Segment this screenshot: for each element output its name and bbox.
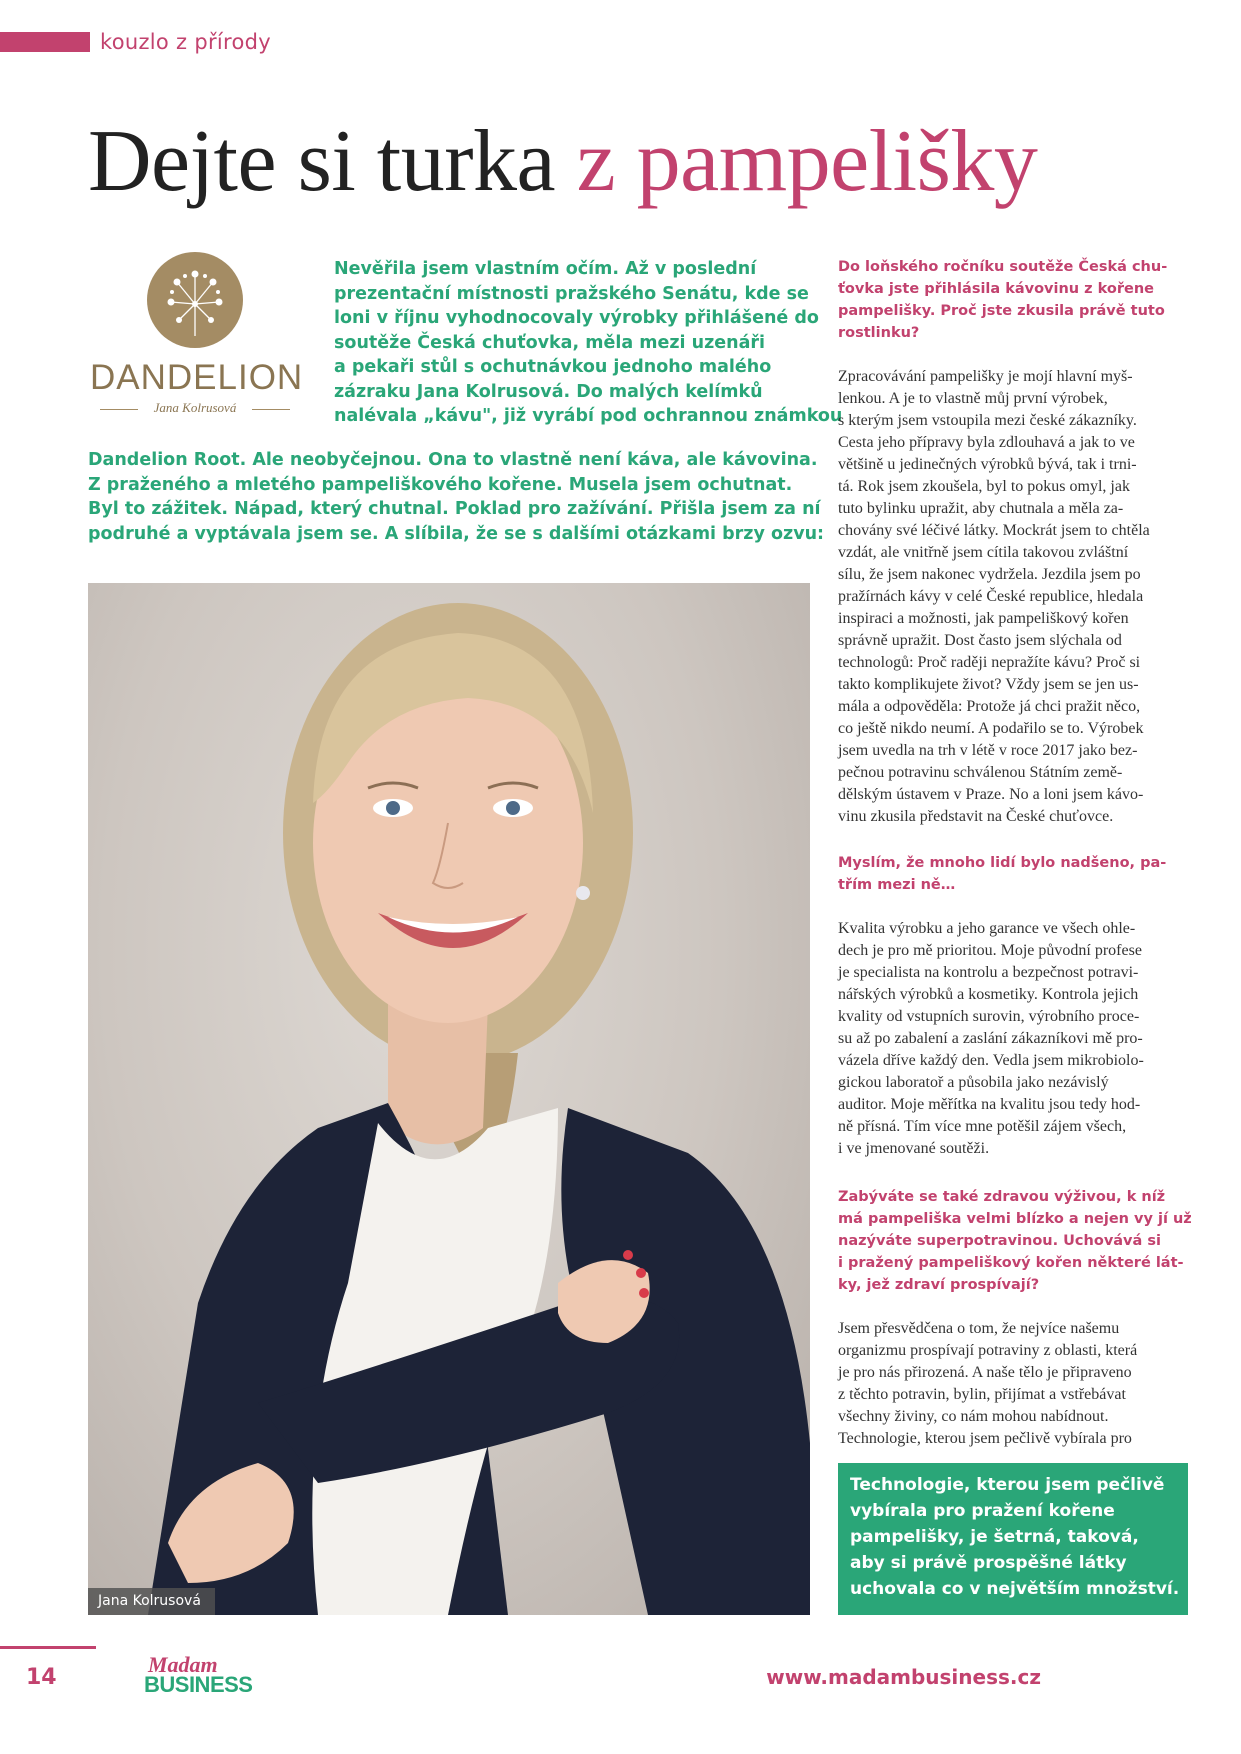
lead-line: loni v říjnu vyhodnocovaly výrobky přihlášené do bbox=[334, 308, 819, 328]
answer-line: sílu, že jsem nakonec vydržela. Jezdila jsem po bbox=[838, 566, 1141, 583]
lead-line: podruhé a vyptávala jsem se. A slíbila, že se s dalšími otázkami brzy ozvu: bbox=[88, 523, 825, 544]
question-line: nazýváte superpotravinou. Uchovává si bbox=[838, 1233, 1161, 1249]
answer-line: Cesta jeho přípravy byla zdlouhavá a jak to ve bbox=[838, 434, 1135, 451]
pull-quote-line: pampelišky, je šetrná, taková, bbox=[850, 1527, 1139, 1547]
interview-question-3 bbox=[838, 1186, 1192, 1296]
interview-question-2 bbox=[838, 852, 1166, 896]
logo-rule-right bbox=[252, 409, 290, 410]
question-line: Do loňského ročníku soutěže Česká chu- bbox=[838, 259, 1168, 275]
answer-line: Technologie, kterou jsem pečlivě vybírala pro bbox=[838, 1430, 1132, 1447]
answer-line: je specialista na kontrolu a bezpečnost potravi- bbox=[838, 964, 1139, 981]
answer-line: Kvalita výrobku a jeho garance ve všech ohle- bbox=[838, 920, 1136, 937]
answer-line: nářských výrobků a kosmetiky. Kontrola jejich bbox=[838, 986, 1139, 1003]
answer-line: dělským ústavem v Praze. No a loni jsem kávo- bbox=[838, 786, 1144, 803]
pull-quote-line: uchovala co v největším množství. bbox=[850, 1579, 1180, 1599]
answer-line: takto komplikujete život? Vždy jsem se jen us- bbox=[838, 676, 1139, 693]
answer-line: i ve jmenované soutěži. bbox=[838, 1140, 990, 1157]
lead-line: zázraku Jana Kolrusová. Do malých kelímků bbox=[334, 381, 763, 402]
question-line: pampelišky. Proč jste zkusila právě tuto bbox=[838, 303, 1165, 319]
question-line: Myslím, že mnoho lidí bylo nadšeno, pa- bbox=[838, 855, 1167, 871]
answer-line: vzdát, ale vnitřně jsem cítila takovou zvláštní bbox=[838, 544, 1129, 561]
lead-line: Dandelion Root. Ale neobyčejnou. Ona to vlastně není káva, ale kávovina. bbox=[88, 450, 818, 470]
answer-line: chovány své léčivé látky. Mockrát jsem to chtěla bbox=[838, 522, 1150, 539]
photo-caption: Jana Kolrusová bbox=[88, 1588, 215, 1615]
page-number: 14 bbox=[26, 1665, 57, 1690]
logo-business-text: BUSINESS bbox=[144, 1672, 253, 1697]
portrait-photo bbox=[88, 583, 810, 1615]
answer-line: dech je pro mě prioritou. Moje původní profese bbox=[838, 942, 1142, 959]
madam-business-logo bbox=[140, 1652, 272, 1710]
answer-line: co ještě nikdo neumí. A podařilo se to. Výrobek bbox=[838, 720, 1144, 737]
interview-answer-2 bbox=[838, 918, 1144, 1160]
logo-script-text: Madam bbox=[148, 1652, 218, 1677]
answer-line: auditor. Moje měřítka na kvalitu jsou tedy hod- bbox=[838, 1096, 1141, 1113]
answer-line: vinu zkusila představit na České chuťovce. bbox=[838, 808, 1114, 825]
question-line: má pampeliška velmi blízko a nejen vy jí už bbox=[838, 1211, 1192, 1227]
question-line: i pražený pampeliškový kořen některé lát- bbox=[838, 1255, 1184, 1271]
answer-line: všechny živiny, co nám mohou nabídnout. bbox=[838, 1408, 1109, 1425]
answer-line: lenkou. A je to vlastně můj první výrobek, bbox=[838, 390, 1108, 407]
answer-line: su až po zabalení a zaslání zákazníkovi mě pro- bbox=[838, 1030, 1143, 1047]
footer-rule bbox=[0, 1646, 96, 1649]
pull-quote-line: Technologie, kterou jsem pečlivě bbox=[850, 1475, 1165, 1495]
lead-line: Nevěřila jsem vlastním očím. Až v poslední bbox=[334, 259, 757, 279]
pull-quote-line: vybírala pro pražení kořene bbox=[850, 1501, 1115, 1521]
headline-part-1: Dejte si turka bbox=[88, 113, 577, 210]
dandelion-emblem-icon bbox=[147, 252, 243, 348]
answer-line: kvality od vstupních surovin, výrobního proce- bbox=[838, 1008, 1140, 1025]
answer-line: Jsem přesvědčena o tom, že nejvíce našemu bbox=[838, 1320, 1120, 1337]
answer-line: pečnou potravinu schválenou Státním země- bbox=[838, 764, 1123, 781]
pull-quote bbox=[838, 1463, 1188, 1615]
question-line: třím mezi ně… bbox=[838, 877, 956, 893]
question-line: Zabýváte se také zdravou výživou, k níž bbox=[838, 1189, 1166, 1205]
answer-line: tuto bylinku upražit, aby chutnala a měla za- bbox=[838, 500, 1124, 517]
headline-part-2: z pampelišky bbox=[576, 113, 1038, 210]
dandelion-logo bbox=[90, 252, 304, 420]
portrait-illustration bbox=[88, 583, 810, 1615]
question-line: rostlinku? bbox=[838, 325, 920, 341]
answer-line: pražírnách kávy v celé České republice, hledala bbox=[838, 588, 1144, 605]
interview-answer-3 bbox=[838, 1318, 1137, 1450]
answer-line: jsem uvedla na trh v létě v roce 2017 jako bez- bbox=[838, 742, 1138, 759]
logo-signature: Jana Kolrusová bbox=[153, 400, 237, 415]
answer-line: Zpracovávání pampelišky je mojí hlavní myš- bbox=[838, 368, 1133, 385]
section-color-bar bbox=[0, 32, 90, 52]
logo-wordmark: DANDELION bbox=[90, 358, 304, 397]
answer-line: správně upražit. Dost často jsem slýchala od bbox=[838, 632, 1122, 649]
answer-line: vázela dříve každý den. Vedla jsem mikrobiolo- bbox=[838, 1052, 1144, 1069]
interview-question-1 bbox=[838, 256, 1167, 344]
article-headline bbox=[88, 113, 1038, 210]
answer-line: gickou laboratoř a působila jako nezávislý bbox=[838, 1074, 1109, 1091]
answer-line: organizmu prospívají potraviny z oblasti, která bbox=[838, 1342, 1138, 1359]
lead-paragraph-bottom bbox=[88, 448, 824, 546]
answer-line: většině u jedinečných výrobků bývá, tak i trni- bbox=[838, 456, 1137, 473]
lead-line: nalévala „kávu", již vyrábí pod ochrannou známkou bbox=[334, 406, 843, 426]
section-label: kouzlo z přírody bbox=[100, 30, 272, 54]
website-link[interactable]: www.madambusiness.cz bbox=[766, 1665, 1041, 1689]
answer-line: technologů: Proč raději nepražíte kávu? Proč si bbox=[838, 654, 1141, 671]
answer-line: mála a odpověděla: Protože já chci pražit něco, bbox=[838, 698, 1141, 715]
answer-line: s kterým jsem vstoupila mezi české zákazníky. bbox=[838, 412, 1137, 429]
question-line: ky, jež zdraví prospívají? bbox=[838, 1277, 1040, 1293]
answer-line: inspiraci a možnosti, jak pampeliškový kořen bbox=[838, 610, 1129, 627]
answer-line: je pro nás přirozená. A naše tělo je připraveno bbox=[838, 1364, 1132, 1381]
pull-quote-line: aby si právě prospěšné látky bbox=[850, 1553, 1127, 1573]
answer-line: z těchto potravin, bylin, přijímat a vstřebávat bbox=[838, 1386, 1126, 1403]
lead-paragraph-top bbox=[334, 257, 842, 429]
lead-line: a pekaři stůl s ochutnávkou jednoho malého bbox=[334, 357, 772, 377]
lead-line: Z praženého a mletého pampeliškového kořene. Musela jsem ochutnat. bbox=[88, 474, 793, 495]
lead-line: Byl to zážitek. Nápad, který chutnal. Poklad pro zažívání. Přišla jsem za ní bbox=[88, 499, 821, 519]
lead-line: prezentační místnosti pražského Senátu, kde se bbox=[334, 283, 809, 304]
lead-line: soutěže Česká chuťovka, měla mezi uzenáři bbox=[334, 332, 766, 353]
answer-line: ně přísná. Tím více mne potěšil zájem všech, bbox=[838, 1118, 1127, 1135]
question-line: ťovka jste přihlásila kávovinu z kořene bbox=[838, 281, 1155, 297]
interview-answer-1 bbox=[838, 366, 1150, 828]
answer-line: tá. Rok jsem zkoušela, byl to pokus omyl, jak bbox=[838, 478, 1130, 495]
